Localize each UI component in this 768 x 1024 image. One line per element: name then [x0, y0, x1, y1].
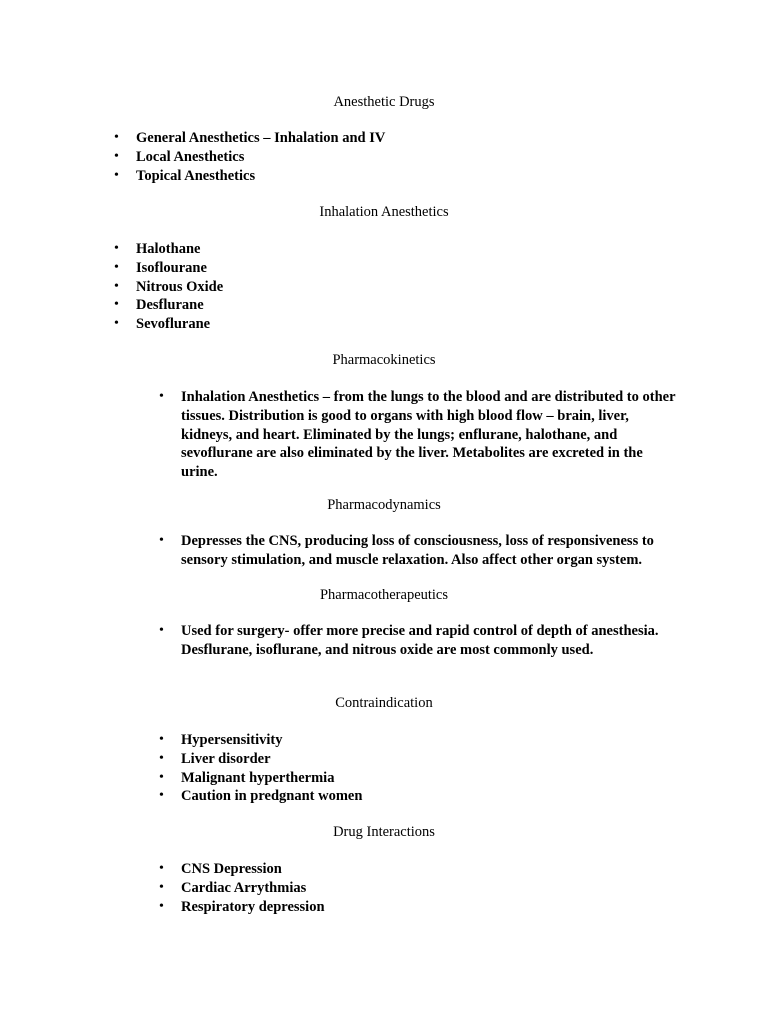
list-item: • Depresses the CNS, producing loss of consciousness, loss of responsiveness to sensory stimulation, and muscle relaxation. Also affect other organ system.	[159, 533, 654, 568]
bullet-icon: •	[114, 297, 119, 313]
heading-anesthetic-drugs: Anesthetic Drugs	[333, 94, 435, 110]
bullet-icon: •	[114, 278, 119, 294]
list-item: • Desflurane	[114, 297, 204, 314]
bullet-icon: •	[159, 769, 164, 785]
bullet-icon: •	[159, 879, 164, 895]
list-pharmacokinetics	[159, 388, 681, 482]
bullet-icon: •	[114, 316, 119, 332]
list-item: • Cardiac Arrythmias	[159, 879, 307, 896]
list-item: • Sevoflurane	[114, 316, 211, 333]
heading-contraindication: Contraindication	[335, 695, 433, 711]
bullet-icon: •	[159, 898, 164, 914]
heading-drug-interactions: Drug Interactions	[333, 824, 435, 840]
list-pharmacodynamics	[159, 532, 681, 570]
list-item: • Halothane	[114, 241, 201, 257]
list-item: • General Anesthetics – Inhalation and IV	[114, 130, 386, 146]
bullet-icon: •	[159, 623, 164, 638]
list-item: • Nitrous Oxide	[114, 278, 224, 295]
heading-inhalation-anesthetics: Inhalation Anesthetics	[319, 204, 449, 220]
list-item: • Isoflourane	[114, 259, 207, 276]
list-item: • Liver disorder	[159, 750, 271, 767]
list-item: • Hypersensitivity	[159, 732, 283, 748]
list-item: • Inhalation Anesthetics – from the lungs to the blood and are distributed to other tissues. Distribution is good to organs with high blood flow – brain, liver, kidneys, and heart. Eliminated by the lungs; enflurane, halothane, and sevoflurane are also eliminated by the liver. Metabolites are excreted in the urine.	[159, 389, 676, 481]
bullet-icon: •	[114, 148, 119, 164]
bullet-icon: •	[159, 533, 164, 548]
bullet-icon: •	[114, 130, 119, 145]
list-contraindication	[159, 731, 681, 806]
heading-pharmacokinetics: Pharmacokinetics	[332, 352, 436, 368]
list-item: • Caution in predgnant women	[159, 788, 363, 805]
bullet-icon: •	[159, 389, 164, 404]
list-anesthetic-drugs	[114, 129, 736, 185]
list-pharmacotherapeutics	[159, 622, 681, 660]
bullet-icon: •	[159, 861, 164, 876]
list-item: • Local Anesthetics	[114, 148, 245, 165]
bullet-icon: •	[114, 259, 119, 275]
list-item: • Respiratory depression	[159, 898, 325, 915]
bullet-icon: •	[159, 732, 164, 747]
list-inhalation-anesthetics	[114, 240, 736, 334]
list-item: • Used for surgery- offer more precise and rapid control of depth of anesthesia. Desflurane, isoflurane, and nitrous oxide are most commonly used.	[159, 623, 659, 658]
bullet-icon: •	[114, 241, 119, 256]
heading-pharmacodynamics: Pharmacodynamics	[327, 497, 441, 513]
bullet-icon: •	[114, 167, 119, 183]
heading-pharmacotherapeutics: Pharmacotherapeutics	[319, 587, 449, 603]
bullet-icon: •	[159, 788, 164, 804]
list-item: • Topical Anesthetics	[114, 167, 256, 184]
bullet-icon: •	[159, 750, 164, 766]
list-drug-interactions	[159, 860, 681, 916]
list-item: • Malignant hyperthermia	[159, 769, 335, 786]
list-item: • CNS Depression	[159, 861, 282, 877]
